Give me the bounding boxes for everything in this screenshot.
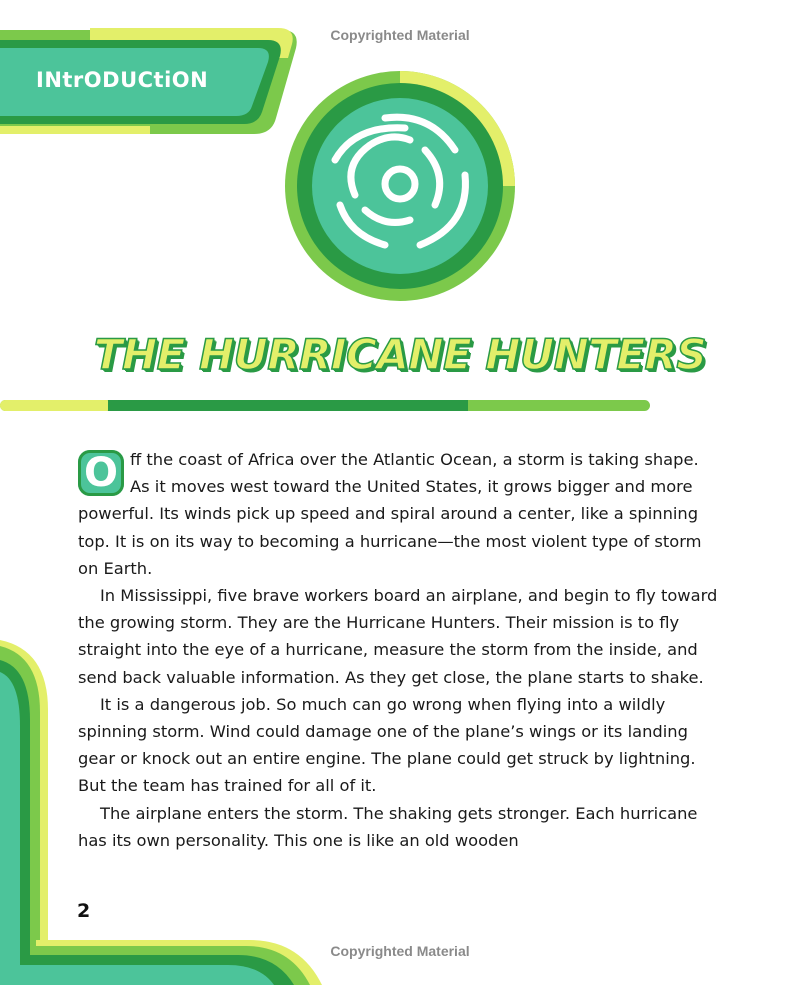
copyright-notice-top: Copyrighted Material bbox=[330, 27, 470, 43]
copyright-notice-bottom: Copyrighted Material bbox=[330, 943, 470, 959]
paragraph-4: The airplane enters the storm. The shaking gets stronger. Each hurricane has its own personality. This one is like an old wooden bbox=[78, 803, 698, 850]
hurricane-icon bbox=[285, 71, 515, 301]
paragraph-1-text: ff the coast of Africa over the Atlantic Ocean, a storm is taking shape. As it moves west toward the United States, it grows bigger and more powerful. Its winds pick up speed and spiral around a center, like a spinning top. It is on its way to becoming a hurricane—the most violent type of storm on Earth. bbox=[78, 450, 702, 578]
body-text bbox=[78, 446, 720, 854]
paragraph-2: In Mississippi, five brave workers board an airplane, and begin to fly toward the growing storm. They are the Hurricane Hunters. Their mission is to fly straight into the eye of a hurricane, measure the storm from the inside, and send back valuable information. As they get close, the plane starts to shake. bbox=[78, 586, 718, 687]
paragraph-3: It is a dangerous job. So much can go wrong when flying into a wildly spinning storm. Wind could damage one of the plane’s wings or its landing gear or knock out an entire engine. The plane could get struck by lightning. But the team has trained for all of it. bbox=[78, 694, 696, 796]
page-number: 2 bbox=[77, 900, 91, 922]
drop-cap: O bbox=[78, 450, 124, 496]
section-label: INtrODUCtiON bbox=[36, 68, 209, 92]
paragraph-1 bbox=[78, 446, 720, 582]
page-title: THE HURRICANE HUNTERS bbox=[93, 330, 707, 379]
title-underline bbox=[0, 400, 650, 411]
